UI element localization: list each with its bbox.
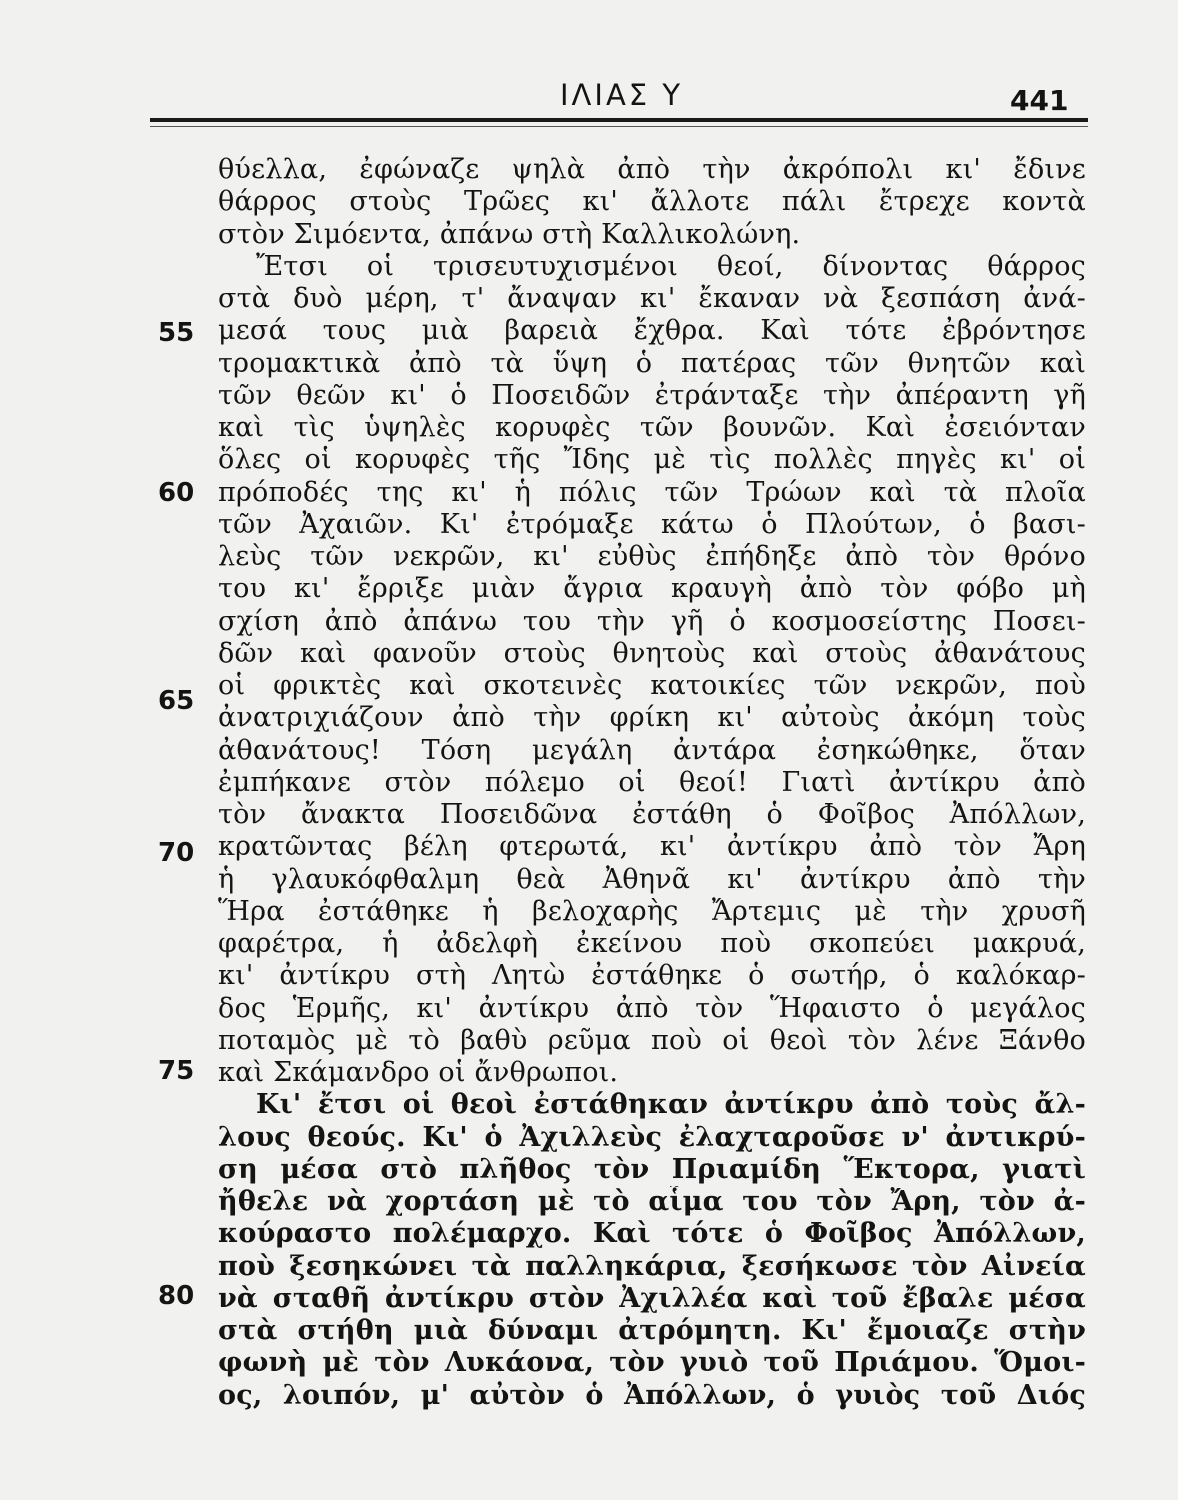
text-line: ἡ γλαυκόφθαλμη θεὰ Ἀθηνᾶ κι' ἀντίκρυ ἀπὸ τὴν [218,863,1086,895]
text-line: τῶν θεῶν κι' ὁ Ποσειδῶν ἐτράνταξε τὴν ἀπέραντη γῆ [218,379,1086,411]
text-line: τὸν ἄνακτα Ποσειδῶνα ἐστάθη ὁ Φοῖβος Ἀπόλλων, [218,799,1086,830]
text-line: ἀθανάτους! Τόση μεγάλη ἀντάρα ἐσηκώθηκε, ὅταν [218,734,1086,766]
text-line: πρόποδές της κι' ἡ πόλις τῶν Τρώων καὶ τὰ πλοῖα [218,476,1086,508]
text-line: θύελλα, ἐφώναζε ψηλὰ ἀπὸ τὴν ἀκρόπολι κι' ἔδινε [218,154,1086,185]
text-line: κούραστο πολέμαρχο. Καὶ τότε ὁ Φοῖβος Ἀπόλλων, [218,1218,1086,1250]
text-line: φωνὴ μὲ τὸν Λυκάονα, τὸν γυιὸ τοῦ Πριάμου. Ὅμοι- [218,1347,1086,1379]
text-line: στὸν Σιμόεντα, ἀπάνω στὴ Καλλικολώνη. [218,218,801,250]
text-line: λεὺς τῶν νεκρῶν, κι' εὐθὺς ἐπήδηξε ἀπὸ τὸν θρόνο [218,541,1086,572]
text-line: λους θεούς. Κι' ὁ Ἀχιλλεὺς ἐλαχταροῦσε ν' ἀντικρύ- [218,1121,1086,1153]
text-line: ὅλες οἱ κορυφὲς τῆς Ἴδης μὲ τὶς πολλὲς πηγὲς κι' οἱ [218,444,1086,476]
text-line: δῶν καὶ φανοῦν στοὺς θνητοὺς καὶ στοὺς ἀθανάτους [218,637,1086,669]
page-number: 441 [1010,84,1069,117]
text-line: σχίση ἀπὸ ἀπάνω του τὴν γῆ ὁ κοσμοσείστης Ποσει- [218,605,1086,637]
header-rule-thin [150,126,1088,127]
text-line: τρομακτικὰ ἀπὸ τὰ ὕψη ὁ πατέρας τῶν θνητῶν καὶ [218,347,1086,379]
line-number-65: 65 [158,686,195,716]
text-line: στὰ στήθη μιὰ δύναμι ἀτρόμητη. Κι' ἔμοιαζε στὴν [218,1315,1086,1346]
line-number-55: 55 [158,318,195,348]
text-line: θάρρος στοὺς Τρῶες κι' ἄλλοτε πάλι ἔτρεχε κοντὰ [218,186,1086,218]
text-line: δος Ἑρμῆς, κι' ἀντίκρυ ἀπὸ τὸν Ἥφαιστο ὁ μεγάλος [218,992,1086,1024]
text-line: κι' ἀντίκρυ στὴ Λητὼ ἐστάθηκε ὁ σωτήρ, ὁ καλόκαρ- [218,960,1086,992]
text-line: τῶν Ἀχαιῶν. Κι' ἐτρόμαξε κάτω ὁ Πλούτων, ὁ βασι- [218,508,1086,540]
running-title: ΙΛΙΑΣ Υ [560,78,684,112]
line-number-75: 75 [158,1056,195,1086]
text-line: μεσά τους μιὰ βαρειὰ ἔχθρα. Καὶ τότε ἐβρόντησε [218,315,1086,347]
text-line: Ἥρα ἐστάθηκε ἡ βελοχαρὴς Ἄρτεμις μὲ τὴν χρυσῆ [218,895,1086,927]
text-line: οἱ φρικτὲς καὶ σκοτεινὲς κατοικίες τῶν νεκρῶν, ποὺ [218,670,1086,701]
text-line: Ἔτσι οἱ τρισευτυχισμένοι θεοί, δίνοντας θάρρος [256,250,1086,282]
text-line: νὰ σταθῆ ἀντίκρυ στὸν Ἀχιλλέα καὶ τοῦ ἔβαλε μέσα [218,1282,1086,1314]
header-rule [150,118,1088,122]
body-text [218,154,1086,1412]
text-line: ἀνατριχιάζουν ἀπὸ τὴν φρίκη κι' αὐτοὺς ἀκόμη τοὺς [218,702,1086,734]
text-line: ἐμπήκανε στὸν πόλεμο οἱ θεοί! Γιατὶ ἀντίκρυ ἀπὸ [218,766,1086,798]
text-line: φαρέτρα, ἡ ἀδελφὴ ἐκείνου ποὺ σκοπεύει μακρυά, [218,928,1086,959]
line-number-70: 70 [158,838,195,868]
text-line: κρατῶντας βέλη φτερωτά, κι' ἀντίκρυ ἀπὸ τὸν Ἄρη [218,831,1086,863]
line-number-60: 60 [158,478,195,508]
text-line: ποὺ ξεσηκώνει τὰ παλληκάρια, ξεσήκωσε τὸν Αἰνεία [218,1250,1086,1282]
text-line: Κι' ἔτσι οἱ θεοὶ ἐστάθηκαν ἀντίκρυ ἀπὸ τοὺς ἄλ- [256,1089,1086,1121]
text-line: καὶ Σκάμανδρο οἱ ἄνθρωποι. [218,1057,619,1088]
line-number-80: 80 [158,1281,195,1311]
text-line: ος, λοιπόν, μ' αὐτὸν ὁ Ἀπόλλων, ὁ γυιὸς τοῦ Διός [218,1379,1086,1411]
text-line: ση μέσα στὸ πλῆθος τὸν Πριαμίδη Ἕκτορα, γιατὶ [218,1153,1086,1185]
text-line: στὰ δυὸ μέρη, τ' ἄναψαν κι' ἔκαναν νὰ ξεσπάση ἀνά- [218,283,1086,314]
text-line: ποταμὸς μὲ τὸ βαθὺ ρεῦμα ποὺ οἱ θεοὶ τὸν λένε Ξάνθο [218,1024,1086,1056]
running-head [0,72,1178,117]
text-line: του κι' ἔρριξε μιὰν ἄγρια κραυγὴ ἀπὸ τὸν φόβο μὴ [218,573,1086,605]
text-line: ἤθελε νὰ χορτάση μὲ τὸ αἷμα του τὸν Ἄρη, τὸν ἀ- [218,1186,1086,1217]
text-line: καὶ τὶς ὑψηλὲς κορυφὲς τῶν βουνῶν. Καὶ ἐσειόνταν [218,412,1086,443]
